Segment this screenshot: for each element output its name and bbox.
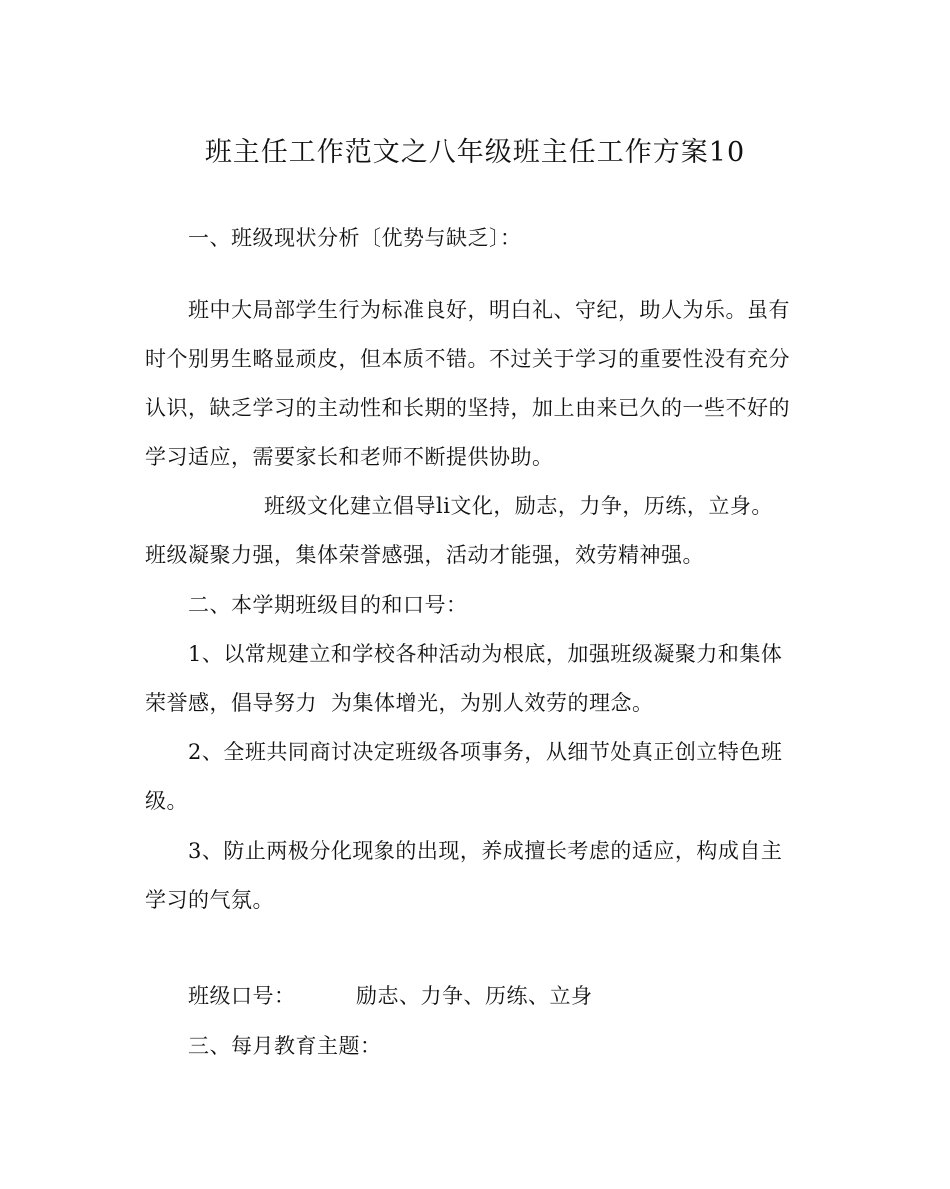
item-1-line-2-part-a: 荣誉感，倡导努力 — [145, 691, 317, 715]
item-1-line-1: 1、以常规建立和学校各种活动为根底，加强班级凝聚力和集体 — [188, 642, 783, 666]
paragraph-1-line-4: 学习适应，需要家长和老师不断提供协助。 — [145, 445, 554, 469]
slogan-value: 励志、力争、历练、立身 — [356, 984, 593, 1008]
paragraph-1-line-1: 班中大局部学生行为标准良好，明白礼、守纪，助人为乐。虽有 — [188, 298, 790, 322]
section-2-heading: 二、本学期班级目的和口号： — [188, 593, 468, 617]
item-3-line-2: 学习的气氛。 — [145, 888, 274, 912]
slogan-label: 班级口号： — [188, 984, 296, 1008]
item-2-line-1: 2、全班共同商讨决定班级各项事务，从细节处真正创立特色班 — [188, 740, 783, 764]
item-1-line-2 — [145, 690, 654, 716]
paragraph-1-line-2: 时个别男生略显顽皮，但本质不错。不过关于学习的重要性没有充分 — [145, 347, 790, 371]
item-2-line-2: 级。 — [145, 789, 188, 813]
paragraph-2-line-2: 班级凝聚力强，集体荣誉感强，活动才能强，效劳精神强。 — [145, 543, 704, 567]
paragraph-2-line-1: 班级文化建立倡导li文化，励志，力争，历练，立身。 — [264, 494, 773, 518]
document-title: 班主任工作范文之八年级班主任工作方案10 — [204, 137, 746, 168]
item-1-line-2-part-b: 为集体增光，为别人效劳的理念。 — [331, 691, 654, 715]
paragraph-1-line-3: 认识，缺乏学习的主动性和长期的坚持，加上由来已久的一些不好的 — [145, 396, 790, 420]
item-3-line-1: 3、防止两极分化现象的出现，养成擅长考虑的适应，构成自主 — [188, 839, 783, 863]
section-1-heading: 一、班级现状分析〔优势与缺乏〕： — [188, 226, 522, 250]
section-3-heading: 三、每月教育主题： — [188, 1034, 382, 1058]
